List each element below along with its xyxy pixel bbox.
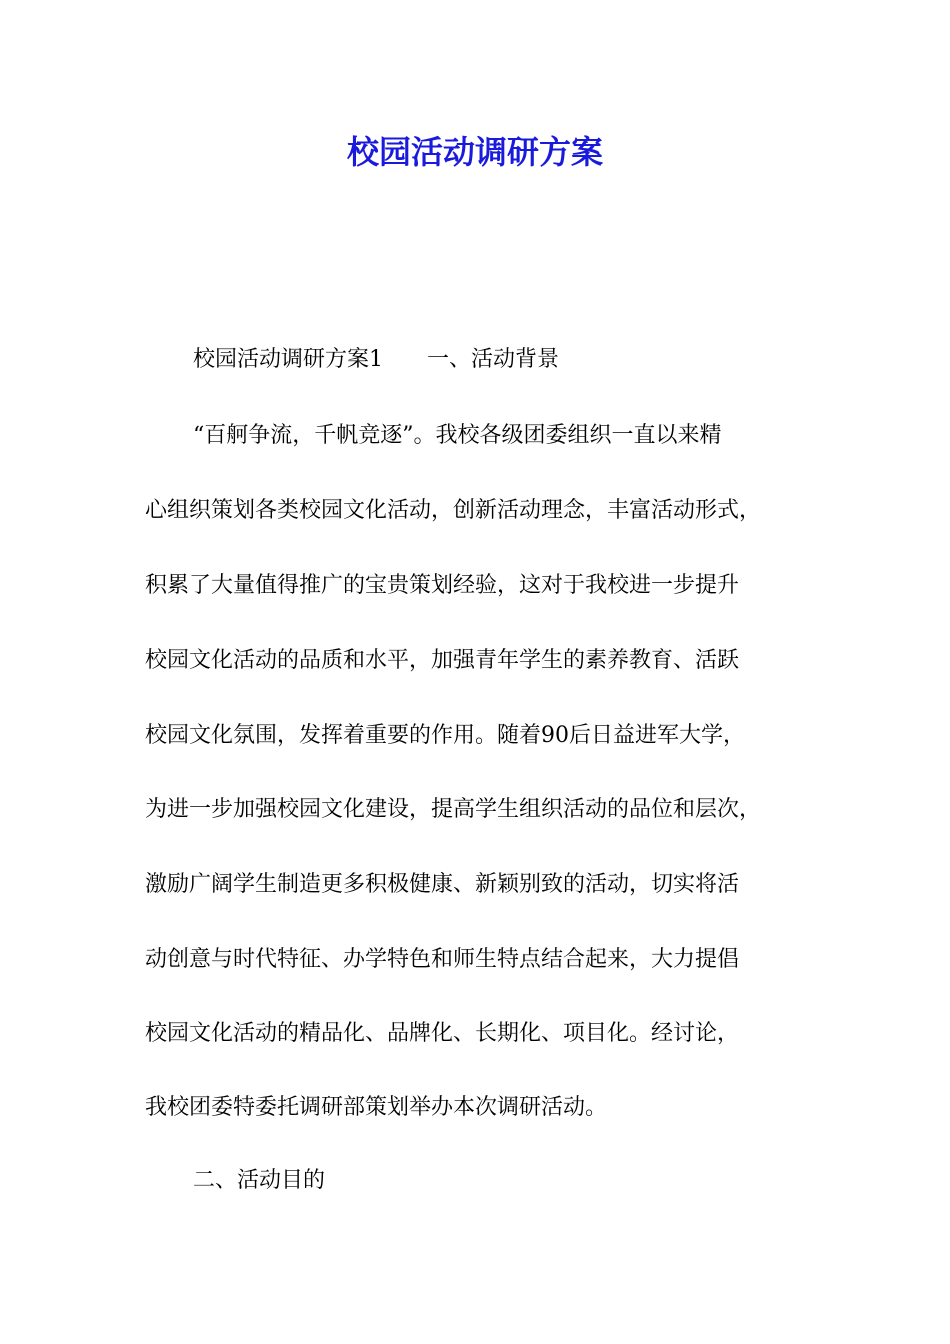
paragraph-line: 心组织策划各类校园文化活动，创新活动理念，丰富活动形式， (145, 498, 762, 523)
section1-heading: 一、活动背景 (427, 347, 560, 372)
paragraph-line: 校园文化活动的品质和水平，加强青年学生的素养教育、活跃 (145, 648, 740, 673)
paragraph-line: 校园文化活动的精品化、品牌化、长期化、项目化。经讨论， (145, 1021, 740, 1046)
paragraph-line: “百舸争流，千帆竞逐”。我校各级团委组织一直以来精 (193, 423, 722, 448)
document-title: 校园活动调研方案 (346, 133, 603, 171)
paragraph-line: 积累了大量值得推广的宝贵策划经验，这对于我校进一步提升 (145, 573, 740, 598)
paragraph-line: 校园文化氛围，发挥着重要的作用。随着90后日益进军大学， (145, 723, 745, 748)
intro-label: 校园活动调研方案1 (193, 347, 383, 372)
paragraph-line: 动创意与时代特征、办学特色和师生特点结合起来，大力提倡 (145, 947, 740, 972)
section2-heading: 二、活动目的 (193, 1168, 326, 1193)
intro-line (193, 342, 559, 378)
paragraph-line: 我校团委特委托调研部策划举办本次调研活动。 (145, 1095, 608, 1120)
paragraph-line: 激励广阔学生制造更多积极健康、新颖别致的活动，切实将活 (145, 872, 740, 897)
paragraph-line: 为进一步加强校园文化建设，提高学生组织活动的品位和层次， (145, 797, 762, 822)
